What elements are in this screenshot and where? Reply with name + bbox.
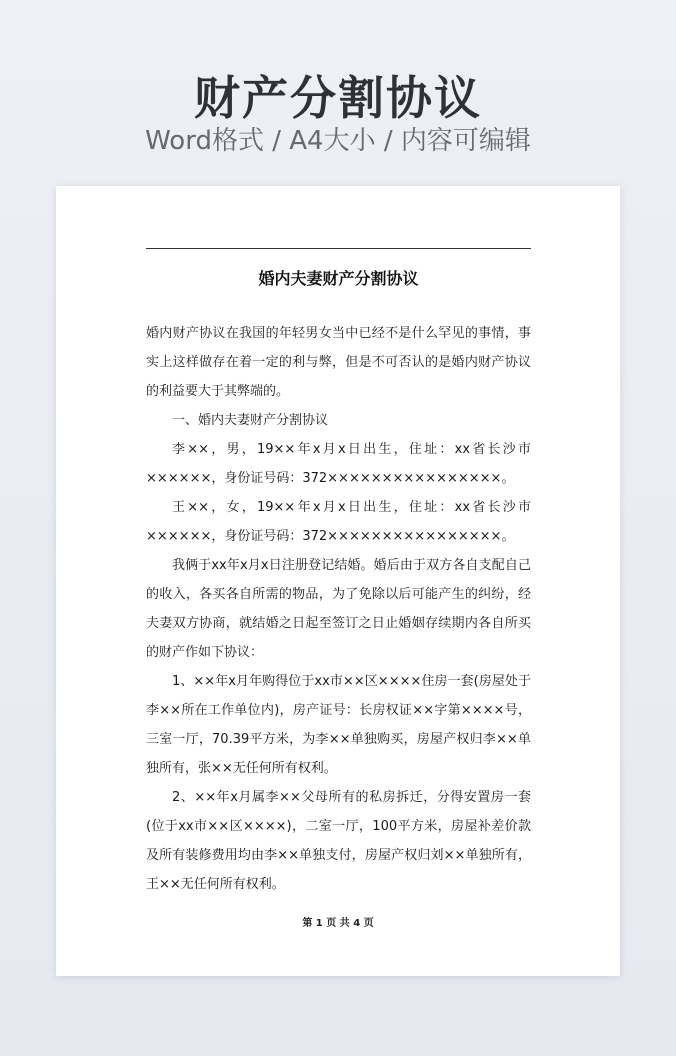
page-number: 第 1 页 共 4 页 — [302, 918, 374, 929]
paragraph-clause-1: 1、××年x月年购得位于xx市××区××××住房一套(房屋处于李××所在工作单位内)，房产证号：长房权证××字第××××号，三室一厅，70.39平方米，为李××单独购买，房屋产权归李××单独所有，张××无任何所有权利。 — [146, 674, 531, 776]
banner-title: 财产分割协议 — [194, 71, 482, 125]
document-body — [146, 319, 531, 899]
document-title: 婚内夫妻财产分割协议 — [258, 269, 419, 288]
section-heading: 一、婚内夫妻财产分割协议 — [172, 413, 329, 428]
banner-subtitle: Word格式 / A4大小 / 内容可编辑 — [145, 126, 531, 156]
header-rule — [146, 248, 531, 249]
paragraph-intro: 婚内财产协议在我国的年轻男女当中已经不是什么罕见的事情，事实上这样做存在着一定的利与弊，但是不可否认的是婚内财产协议的利益要大于其弊端的。 — [146, 326, 531, 399]
paragraph-agreement: 我俩于xx年x月x日注册登记结婚。婚后由于双方各自支配自己的收入，各买各自所需的物品，为了免除以后可能产生的纠纷，经夫妻双方协商，就结婚之日起至签订之日止婚姻存续期内各自所买的财产作如下协议： — [146, 558, 531, 660]
paragraph-party-b: 王××，女，19××年x月x日出生，住址：xx省长沙市××××××，身份证号码：372××××××××××××××××。 — [146, 500, 531, 544]
paragraph-clause-2: 2、××年x月属李××父母所有的私房拆迁，分得安置房一套(位于xx市××区××××)，二室一厅，100平方米，房屋补差价款及所有装修费用均由李××单独支付，房屋产权归刘××单独所有，王××无任何所有权利。 — [146, 790, 531, 892]
paragraph-party-a: 李××，男，19××年x月x日出生，住址：xx省长沙市××××××，身份证号码：372××××××××××××××××。 — [146, 442, 531, 486]
document-page — [56, 186, 620, 976]
